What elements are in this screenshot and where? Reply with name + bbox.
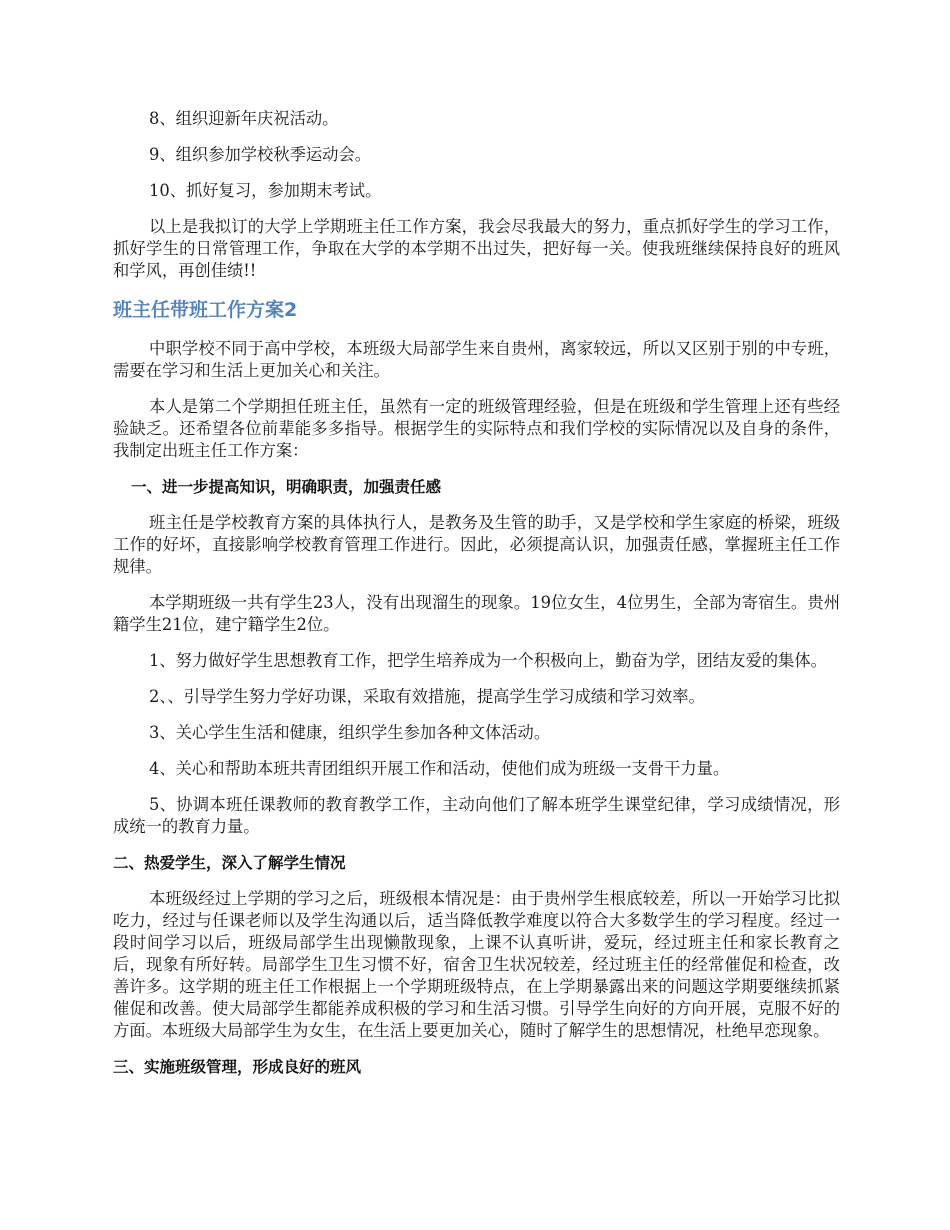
intro-paragraph: 中职学校不同于高中学校，本班级大局部学生来自贵州，离家较远，所以又区别于别的中专班，需要在学习和生活上更加关心和关注。: [113, 339, 840, 380]
body-paragraph: 本班级经过上学期的学习之后，班级根本情况是：由于贵州学生根底较差，所以一开始学习比拟吃力，经过与任课老师以及学生沟通以后，适当降低教学难度以符合大多数学生的学习程度。经过一段时间学习以后，班级局部学生出现懒散现象，上课不认真听讲，爱玩，经过班主任和家长教育之后，现象有所好转。局部学生卫生习惯不好，宿舍卫生状况较差，经过班主任的经常催促和检查，改善许多。这学期的班主任工作根据上一个学期班级特点，在上学期暴露出来的问题这学期要继续抓紧催促和改善。使大局部学生都能养成积极的学习和生活习惯。引导学生向好的方向开展，克服不好的方面。本班级大局部学生为女生，在生活上要更加关心，随时了解学生的思想情况，杜绝早恋现象。: [113, 889, 840, 1040]
intro-paragraph: 本人是第二个学期担任班主任，虽然有一定的班级管理经验，但是在班级和学生管理上还有些经验缺乏。还希望各位前辈能多多指导。根据学生的实际特点和我们学校的实际情况以及自身的条件，我制定出班主任工作方案：: [113, 397, 840, 460]
body-paragraph: 班主任是学校教育方案的具体执行人，是教务及生管的助手，又是学校和学生家庭的桥梁，班级工作的好坏，直接影响学校教育管理工作进行。因此，必须提高认识，加强责任感，掌握班主任工作规律。: [113, 513, 840, 576]
document-page: [113, 108, 840, 1078]
section-heading: 班主任带班工作方案2: [113, 299, 298, 321]
subsection-heading: 二、热爱学生，深入了解学生情况: [113, 853, 346, 872]
body-paragraph: 本学期班级一共有学生23人，没有出现溜生的现象。19位女生，4位男生，全部为寄宿生。贵州籍学生21位，建宁籍学生2位。: [113, 593, 840, 634]
list-item: 3、关心学生生活和健康，组织学生参加各种文体活动。: [149, 723, 551, 742]
list-item: 8、组织迎新年庆祝活动。: [149, 109, 339, 128]
subsection-heading: 一、进一步提高知识，明确职责，加强责任感: [131, 477, 442, 496]
list-item: 2、、引导学生努力学好功课，采取有效措施，提高学生学习成绩和学习效率。: [149, 687, 705, 706]
list-item: 4、关心和帮助本班共青团组织开展工作和活动，使他们成为班级一支骨干力量。: [149, 759, 730, 778]
list-item: 9、组织参加学校秋季运动会。: [149, 145, 372, 164]
list-item: 5、协调本班任课教师的教育教学工作，主动向他们了解本班学生课堂纪律，学习成绩情况，形成统一的教育力量。: [113, 795, 840, 836]
list-item: 10、抓好复习，参加期末考试。: [149, 181, 382, 200]
subsection-heading: 三、实施班级管理，形成良好的班风: [113, 1057, 362, 1076]
conclusion-paragraph: 以上是我拟订的大学上学期班主任工作方案，我会尽我最大的努力，重点抓好学生的学习工作，抓好学生的日常管理工作，争取在大学的本学期不出过失，把好每一关。使我班继续保持良好的班风和学风，再创佳绩!!: [113, 217, 840, 280]
list-item: 1、努力做好学生思想教育工作，把学生培养成为一个积极向上，勤奋为学，团结友爱的集体。: [149, 651, 827, 670]
